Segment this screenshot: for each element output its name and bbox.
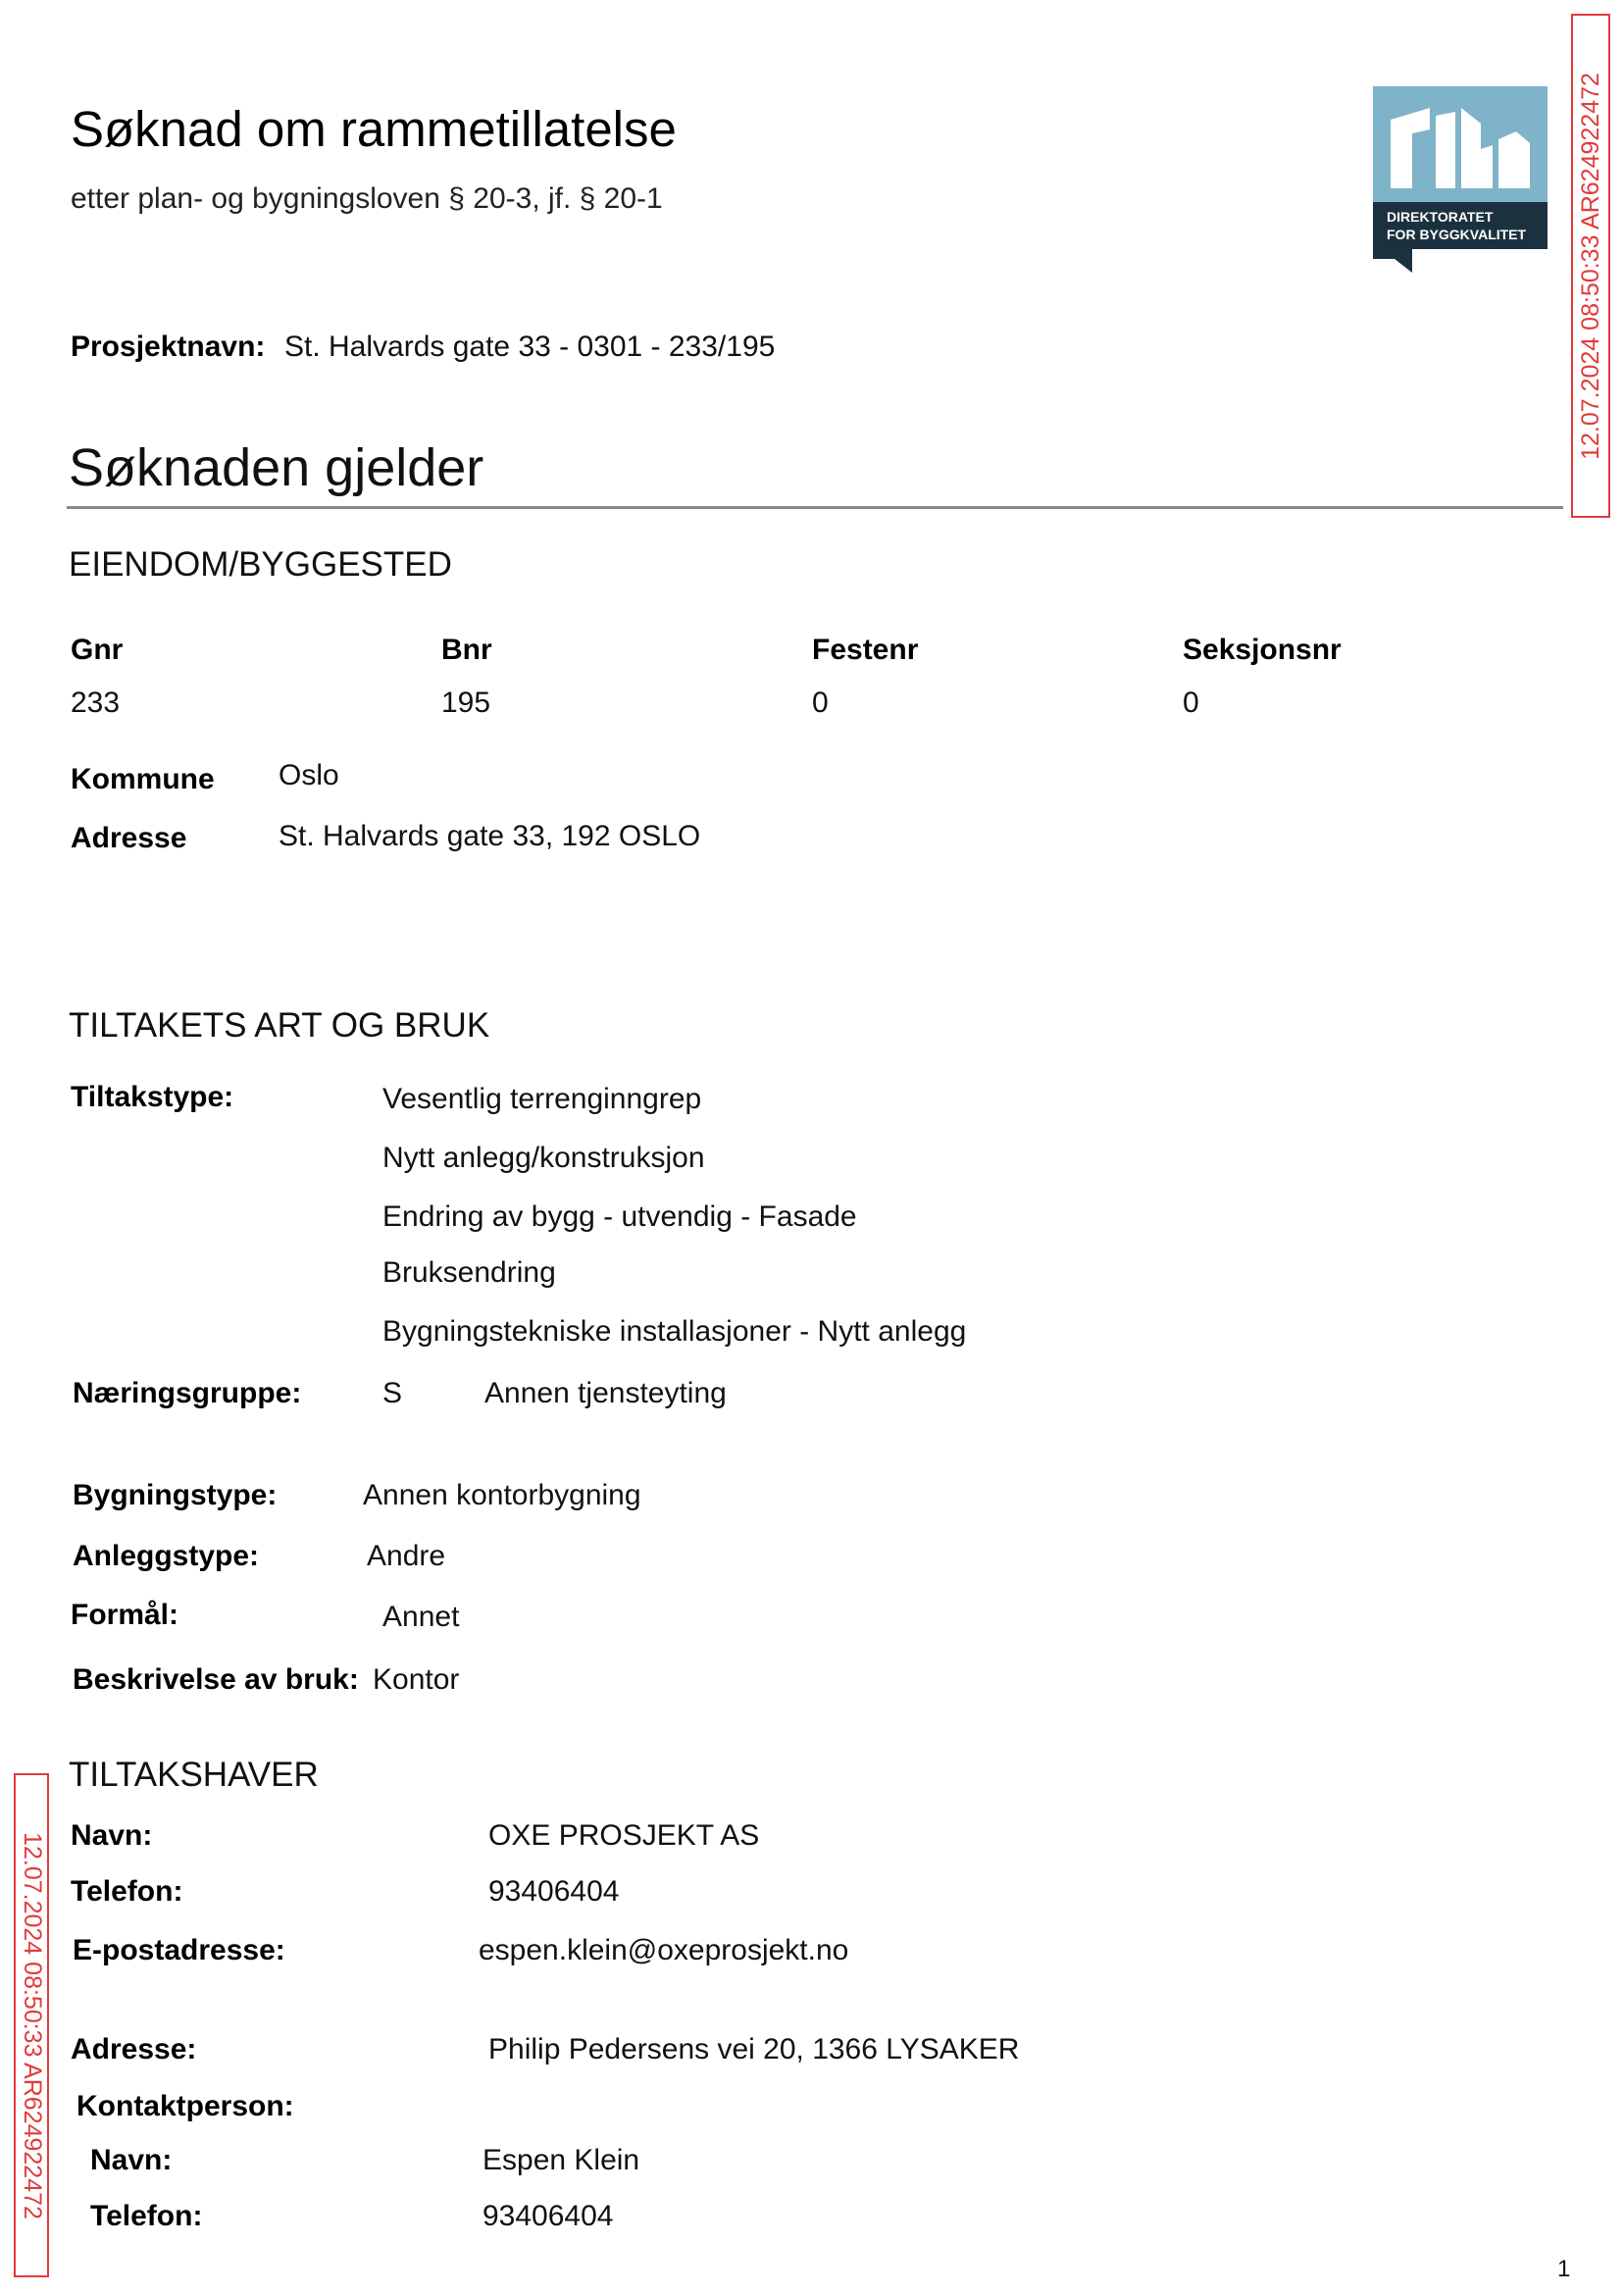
kommune-label: Kommune: [71, 763, 215, 795]
naeringsgruppe-label: Næringsgruppe:: [73, 1377, 302, 1409]
festenr-label: Festenr: [812, 634, 919, 666]
gnr-value: 233: [71, 687, 121, 719]
timestamp-stamp-left-text: 12.07.2024 08:50:33 AR624922472: [18, 1831, 46, 2219]
timestamp-stamp-right-text: 12.07.2024 08:50:33 AR624922472: [1576, 72, 1604, 460]
bygningstype-label: Bygningstype:: [73, 1479, 278, 1511]
seksjonsnr-label: Seksjonsnr: [1183, 634, 1342, 666]
tiltakstype-item: Vesentlig terrenginngrep: [382, 1083, 702, 1115]
anleggstype-label: Anleggstype:: [73, 1540, 260, 1572]
tiltakshaver-navn-label: Navn:: [71, 1819, 153, 1852]
tiltakshaver-adresse-label: Adresse:: [71, 2033, 197, 2065]
logo-text-line2: FOR BYGGKVALITET: [1387, 227, 1527, 242]
tiltakshaver-navn-value: OXE PROSJEKT AS: [488, 1819, 760, 1852]
section-title: Søknaden gjelder: [69, 438, 484, 497]
eiendom-heading: EIENDOM/BYGGESTED: [69, 545, 452, 584]
timestamp-stamp-left: [14, 1773, 49, 2277]
kontaktperson-label: Kontaktperson:: [76, 2090, 294, 2122]
tiltakshaver-epost-label: E-postadresse:: [73, 1934, 285, 1966]
formal-label: Formål:: [71, 1599, 179, 1631]
formal-value: Annet: [382, 1601, 460, 1633]
tiltakshaver-telefon-value: 93406404: [488, 1875, 620, 1908]
bnr-value: 195: [441, 687, 491, 719]
kommune-value: Oslo: [279, 759, 339, 791]
tiltakstype-item: Bygningstekniske installasjoner - Nytt anlegg: [382, 1315, 967, 1348]
project-label: Prosjektnavn:: [71, 331, 266, 363]
document-title: Søknad om rammetillatelse: [71, 101, 677, 157]
kontakt-navn-value: Espen Klein: [482, 2144, 640, 2176]
document-subtitle: etter plan- og bygningsloven § 20-3, jf. § 20-1: [71, 182, 663, 215]
kontakt-navn-label: Navn:: [90, 2144, 173, 2176]
tiltak-heading: TILTAKETS ART OG BRUK: [69, 1006, 490, 1045]
kontakt-telefon-value: 93406404: [482, 2200, 614, 2232]
tiltakstype-item: Bruksendring: [382, 1256, 556, 1289]
page-number: 1: [1557, 2256, 1571, 2282]
festenr-value: 0: [812, 687, 829, 719]
tiltakstype-item: Endring av bygg - utvendig - Fasade: [382, 1200, 857, 1233]
dibk-logo: [1373, 86, 1548, 273]
anleggstype-value: Andre: [367, 1540, 446, 1572]
section-divider: [67, 506, 1563, 509]
gnr-label: Gnr: [71, 634, 124, 666]
tiltakshaver-telefon-label: Telefon:: [71, 1875, 183, 1908]
project-value: St. Halvards gate 33 - 0301 - 233/195: [284, 331, 776, 363]
seksjonsnr-value: 0: [1183, 687, 1199, 719]
bygningstype-value: Annen kontorbygning: [363, 1479, 641, 1511]
tiltakshaver-adresse-value: Philip Pedersens vei 20, 1366 LYSAKER: [488, 2033, 1020, 2065]
tiltakstype-label: Tiltakstype:: [71, 1081, 234, 1113]
bruk-label: Beskrivelse av bruk:: [73, 1663, 359, 1696]
naeringsgruppe-value: Annen tjensteyting: [484, 1377, 727, 1409]
tiltakshaver-epost-value: espen.klein@oxeprosjekt.no: [479, 1934, 849, 1966]
bruk-value: Kontor: [373, 1663, 460, 1696]
kontakt-telefon-label: Telefon:: [90, 2200, 203, 2232]
logo-text-line1: DIREKTORATET: [1387, 209, 1494, 225]
dibk-logo-icon: [1373, 86, 1548, 273]
naeringsgruppe-code: S: [382, 1377, 403, 1409]
tiltakstype-item: Nytt anlegg/konstruksjon: [382, 1142, 705, 1174]
adresse-value: St. Halvards gate 33, 192 OSLO: [279, 820, 701, 852]
bnr-label: Bnr: [441, 634, 492, 666]
tiltakshaver-heading: TILTAKSHAVER: [69, 1756, 319, 1794]
timestamp-stamp-right: [1571, 14, 1610, 518]
adresse-label: Adresse: [71, 822, 187, 854]
